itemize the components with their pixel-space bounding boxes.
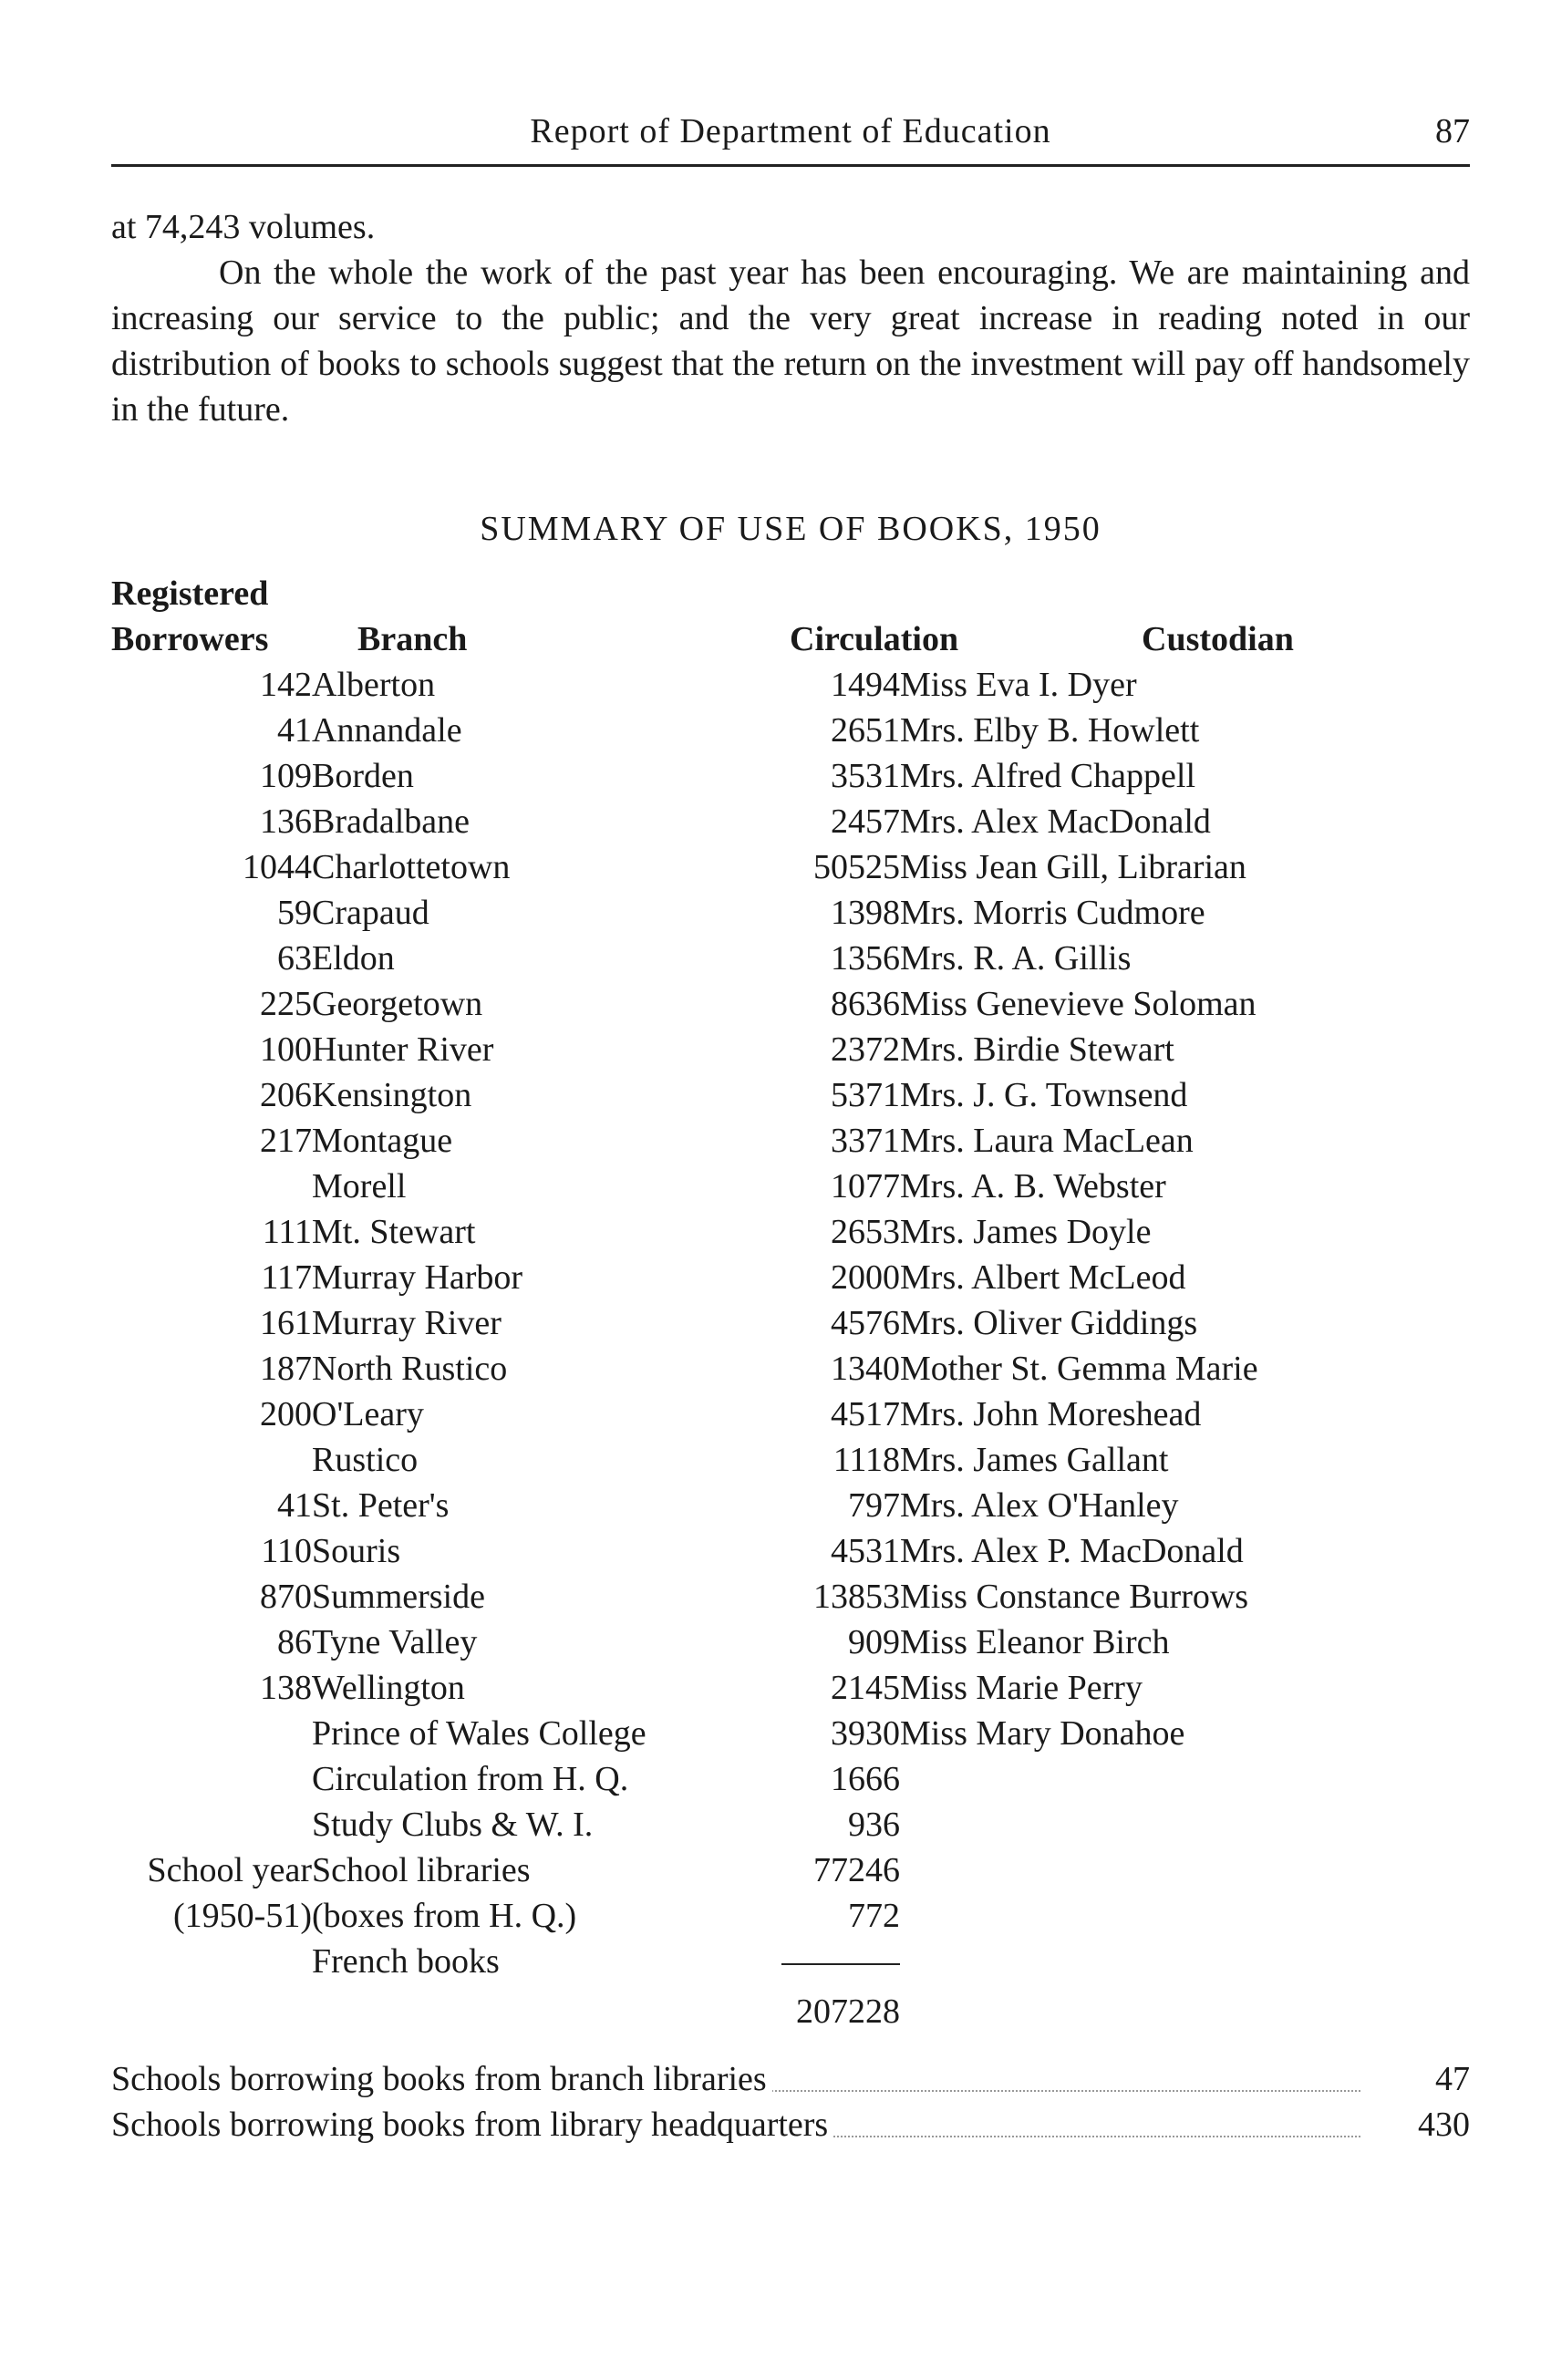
col-header-circulation: Circulation: [790, 620, 959, 658]
branch-cell: Rustico: [312, 1441, 419, 1479]
footer-value: 430: [1412, 2105, 1470, 2145]
custodian-cell: Mrs. Alex O'Hanley: [900, 1486, 1179, 1525]
circulation-cell: 772: [848, 1897, 900, 1935]
registered-borrowers-cell: 111: [262, 1213, 312, 1251]
custodian-cell: Mrs. Morris Cudmore: [900, 894, 1205, 932]
table-row: [100, 1164, 1392, 1209]
col-header-custodian: Custodian: [1142, 620, 1294, 658]
circulation-cell: 1666: [831, 1760, 900, 1798]
circulation-cell: 909: [848, 1623, 900, 1661]
branch-cell: School libraries: [312, 1851, 531, 1889]
custodian-cell: Mrs. Oliver Giddings: [900, 1304, 1198, 1342]
footer-line: [111, 2105, 1470, 2150]
branch-cell: Mt. Stewart: [312, 1213, 476, 1251]
branch-cell: (boxes from H. Q.): [312, 1897, 577, 1935]
registered-borrowers-cell: 41: [277, 711, 312, 750]
empty-cell: [900, 1984, 1392, 2039]
registered-borrowers-cell: 86: [277, 1623, 312, 1661]
table-row: [100, 890, 1392, 936]
table-row: [100, 1437, 1392, 1483]
registered-borrowers-cell: 138: [260, 1669, 312, 1707]
branch-cell: Prince of Wales College: [312, 1714, 646, 1753]
custodian-cell: Mrs. James Gallant: [900, 1441, 1169, 1479]
table-row: [100, 1893, 1392, 1939]
footer-line: [111, 2059, 1470, 2105]
summary-title: SUMMARY OF USE OF BOOKS, 1950: [480, 510, 1101, 548]
circulation-cell: 2000: [831, 1258, 900, 1297]
registered-borrowers-cell: 63: [277, 939, 312, 978]
custodian-cell: Miss Genevieve Soloman: [900, 985, 1257, 1023]
circulation-cell: 1077: [831, 1167, 900, 1206]
circulation-cell: 4531: [831, 1532, 900, 1570]
table-row: [100, 1300, 1392, 1346]
header-title: Report of Department of Education: [530, 112, 1051, 150]
circulation-cell: 3531: [831, 757, 900, 795]
summary-table-body: [100, 662, 1392, 2039]
circulation-cell: 1118: [833, 1441, 900, 1479]
circulation-cell: 4576: [831, 1304, 900, 1342]
circulation-cell: 4517: [831, 1395, 900, 1433]
table-row: [100, 1255, 1392, 1300]
registered-borrowers-cell: 161: [260, 1304, 312, 1342]
table-row: [100, 662, 1392, 708]
footer-value: 47: [1430, 2059, 1470, 2099]
total-circulation: 207228: [796, 1992, 900, 2031]
table-row: [100, 1528, 1392, 1574]
table-row: [100, 1802, 1392, 1847]
circulation-cell: 77246: [813, 1851, 900, 1889]
circulation-cell: 5371: [831, 1076, 900, 1114]
branch-cell: Souris: [312, 1532, 401, 1570]
circulation-cell: 2457: [831, 802, 900, 841]
table-row: [100, 1619, 1392, 1665]
table-row: [100, 1939, 1392, 1984]
empty-cell: [312, 1984, 768, 2039]
branch-cell: Wellington: [312, 1669, 465, 1707]
custodian-cell: Mrs. Elby B. Howlett: [900, 711, 1200, 750]
table-row: [100, 1209, 1392, 1255]
registered-borrowers-cell: 117: [261, 1258, 312, 1297]
page-header: [111, 108, 1470, 167]
circulation-cell: 8636: [831, 985, 900, 1023]
table-row: [100, 1072, 1392, 1118]
circulation-cell: 2145: [831, 1669, 900, 1707]
custodian-cell: Miss Eva I. Dyer: [900, 666, 1137, 704]
col-header-registered: Registered: [111, 574, 269, 613]
custodian-cell: [900, 1893, 1392, 1939]
registered-borrowers-cell: [100, 1437, 312, 1483]
total-row: [100, 1984, 1392, 2039]
branch-cell: Bradalbane: [312, 802, 471, 841]
table-row: [100, 1847, 1392, 1893]
custodian-cell: Mrs. Alfred Chappell: [900, 757, 1196, 795]
circulation-cell: 2651: [831, 711, 900, 750]
branch-cell: Eldon: [312, 939, 395, 978]
custodian-cell: Mother St. Gemma Marie: [900, 1350, 1258, 1388]
registered-borrowers-cell: 225: [260, 985, 312, 1023]
circulation-cell: [768, 1939, 900, 1984]
registered-borrowers-cell: (1950-51): [173, 1897, 312, 1935]
registered-borrowers-cell: 870: [260, 1578, 312, 1616]
branch-cell: North Rustico: [312, 1350, 508, 1388]
registered-borrowers-cell: 59: [277, 894, 312, 932]
circulation-cell: 1340: [831, 1350, 900, 1388]
custodian-cell: Miss Mary Donahoe: [900, 1714, 1185, 1753]
custodian-cell: [900, 1756, 1392, 1802]
registered-borrowers-cell: [100, 1802, 312, 1847]
branch-cell: Georgetown: [312, 985, 483, 1023]
custodian-cell: Mrs. R. A. Gillis: [900, 939, 1132, 978]
table-row: [100, 1118, 1392, 1164]
table-row: [100, 1346, 1392, 1392]
branch-cell: Morell: [312, 1167, 407, 1206]
intro-text: [111, 204, 1470, 432]
table-row: [100, 1711, 1392, 1756]
registered-borrowers-cell: 100: [260, 1030, 312, 1069]
circulation-cell: 3930: [831, 1714, 900, 1753]
custodian-cell: Mrs. J. G. Townsend: [900, 1076, 1188, 1114]
circulation-cell: 1398: [831, 894, 900, 932]
table-row: [100, 1756, 1392, 1802]
table-row: [100, 1483, 1392, 1528]
branch-cell: Summerside: [312, 1578, 485, 1616]
registered-borrowers-cell: 217: [260, 1122, 312, 1160]
registered-borrowers-cell: [100, 1939, 312, 1984]
col-header-borrowers: Borrowers: [111, 620, 269, 658]
branch-cell: St. Peter's: [312, 1486, 450, 1525]
branch-cell: Crapaud: [312, 894, 429, 932]
registered-borrowers-cell: 41: [277, 1486, 312, 1525]
registered-borrowers-cell: 1044: [243, 848, 312, 886]
branch-cell: Tyne Valley: [312, 1623, 478, 1661]
custodian-cell: Mrs. Alex P. MacDonald: [900, 1532, 1244, 1570]
branch-cell: Annandale: [312, 711, 462, 750]
branch-cell: Charlottetown: [312, 848, 511, 886]
custodian-cell: Mrs. John Moreshead: [900, 1395, 1202, 1433]
custodian-cell: Mrs. Albert McLeod: [900, 1258, 1186, 1297]
circulation-cell: 936: [848, 1806, 900, 1844]
circulation-cell: 3371: [831, 1122, 900, 1160]
branch-cell: Kensington: [312, 1076, 472, 1114]
table-row: [100, 1392, 1392, 1437]
custodian-cell: Miss Constance Burrows: [900, 1578, 1249, 1616]
footer-label: Schools borrowing books from branch libraries: [111, 2059, 772, 2099]
branch-cell: Montague: [312, 1122, 453, 1160]
intro-paragraph: On the whole the work of the past year has been encouraging. We are maintaining and increasing our service to the public; and the very great increase in reading noted in our distribution of books to schools suggest that the return on the investment will pay off handsomely in the future.: [111, 254, 1470, 429]
footer-label: Schools borrowing books from library headquarters: [111, 2105, 833, 2145]
registered-borrowers-cell: 187: [260, 1350, 312, 1388]
table-row: [100, 1027, 1392, 1072]
registered-borrowers-cell: 206: [260, 1076, 312, 1114]
table-row: [100, 799, 1392, 844]
branch-cell: Borden: [312, 757, 414, 795]
custodian-cell: [900, 1847, 1392, 1893]
custodian-cell: Mrs. Laura MacLean: [900, 1122, 1194, 1160]
circulation-cell: 2653: [831, 1213, 900, 1251]
registered-borrowers-cell: [100, 1756, 312, 1802]
registered-borrowers-cell: 109: [260, 757, 312, 795]
branch-cell: Study Clubs & W. I.: [312, 1806, 594, 1844]
col-header-branch: Branch: [357, 620, 468, 658]
circulation-cell: 50525: [813, 848, 900, 886]
registered-borrowers-cell: 142: [260, 666, 312, 704]
custodian-cell: Mrs. James Doyle: [900, 1213, 1152, 1251]
page-number: 87: [1435, 112, 1470, 150]
intro-line: at 74,243 volumes.: [111, 208, 376, 246]
custodian-cell: [900, 1939, 1392, 1984]
branch-cell: French books: [312, 1942, 500, 1981]
circulation-cell: 797: [848, 1486, 900, 1525]
registered-borrowers-cell: 136: [260, 802, 312, 841]
branch-cell: Hunter River: [312, 1030, 494, 1069]
registered-borrowers-cell: 200: [260, 1395, 312, 1433]
custodian-cell: [900, 1802, 1392, 1847]
table-row: [100, 844, 1392, 890]
table-row: [100, 708, 1392, 753]
custodian-cell: Mrs. A. B. Webster: [900, 1167, 1166, 1206]
circulation-cell: 1356: [831, 939, 900, 978]
custodian-cell: Miss Eleanor Birch: [900, 1623, 1170, 1661]
table-row: [100, 936, 1392, 981]
custodian-cell: Miss Jean Gill, Librarian: [900, 848, 1246, 886]
circulation-cell: 13853: [813, 1578, 900, 1616]
registered-borrowers-cell: [100, 1164, 312, 1209]
branch-cell: Murray Harbor: [312, 1258, 523, 1297]
registered-borrowers-cell: [100, 1711, 312, 1756]
branch-cell: Alberton: [312, 666, 436, 704]
table-row: [100, 1665, 1392, 1711]
table-row: [100, 981, 1392, 1027]
registered-borrowers-cell: 110: [261, 1532, 312, 1570]
custodian-cell: Mrs. Birdie Stewart: [900, 1030, 1174, 1069]
circulation-cell: 2372: [831, 1030, 900, 1069]
registered-borrowers-cell: School year: [147, 1851, 312, 1889]
custodian-cell: Mrs. Alex MacDonald: [900, 802, 1211, 841]
subtotal-rule: [781, 1963, 900, 1965]
table-row: [100, 753, 1392, 799]
branch-cell: Murray River: [312, 1304, 502, 1342]
summary-table: [100, 662, 1392, 2039]
table-row: [100, 1574, 1392, 1619]
branch-cell: Circulation from H. Q.: [312, 1760, 629, 1798]
branch-cell: O'Leary: [312, 1395, 424, 1433]
empty-cell: [100, 1984, 312, 2039]
custodian-cell: Miss Marie Perry: [900, 1669, 1143, 1707]
circulation-cell: 1494: [831, 666, 900, 704]
